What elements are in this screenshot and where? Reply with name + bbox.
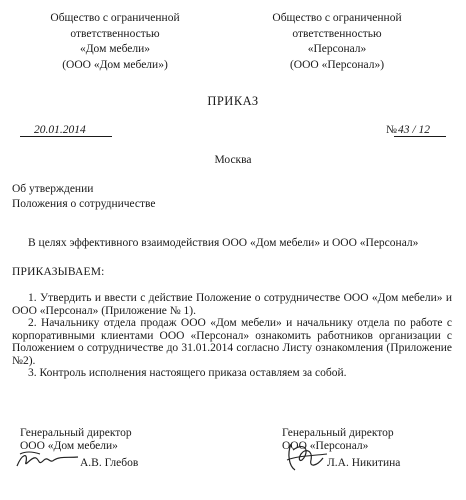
order-point-1: 1. Утвердить и ввести с действие Положение о сотрудничестве ООО «Дом мебели» и ООО «Персонал» (Приложение № 1). bbox=[12, 292, 452, 317]
order-points bbox=[12, 292, 452, 380]
org-left-name: «Дом мебели» bbox=[79, 43, 151, 55]
preamble: В целях эффективного взаимодействия ООО «Дом мебели» и ООО «Персонал» bbox=[28, 237, 419, 249]
subject-line-2: Положения о сотрудничестве bbox=[12, 198, 156, 210]
org-right-shortname: (ООО «Персонал») bbox=[289, 58, 385, 71]
document-date: 20.01.2014 bbox=[34, 124, 86, 136]
subject-line-1: Об утверждении bbox=[12, 183, 94, 195]
org-left-header bbox=[10, 11, 220, 73]
signature-left-position: Генеральный директор bbox=[20, 427, 132, 439]
signature-left-company: ООО «Дом мебели» bbox=[20, 440, 118, 452]
signature-right-position: Генеральный директор bbox=[282, 427, 394, 439]
order-point-2: 2. Начальнику отдела продаж ООО «Дом мебели» и начальнику отдела по работе с корпоративными клиентами ООО «Персонал» ознакомить работников организации с Положением о сотрудничестве до 31.01.2014 согласно Листу ознакомления (Приложение №2). bbox=[12, 317, 452, 367]
org-left-fullname: Общество с ограниченной ответственностью bbox=[50, 12, 180, 40]
document-city: Москва bbox=[214, 154, 252, 166]
signature-right-name: Л.А. Никитина bbox=[327, 457, 401, 469]
number-label: № bbox=[386, 124, 397, 136]
signature-right-company: ООО «Персонал» bbox=[282, 440, 369, 452]
order-heading: ПРИКАЗЫВАЕМ: bbox=[12, 266, 105, 278]
signature-left-handwriting bbox=[14, 448, 82, 472]
order-point-3: 3. Контроль исполнения настоящего приказа оставляем за собой. bbox=[28, 367, 347, 379]
org-right-header bbox=[232, 11, 442, 73]
signature-right-handwriting bbox=[283, 440, 331, 476]
number-underline bbox=[394, 136, 446, 137]
document-title: ПРИКАЗ bbox=[207, 94, 259, 108]
date-underline bbox=[20, 136, 112, 137]
document-number: 43 / 12 bbox=[398, 124, 430, 136]
org-left-shortname: (ООО «Дом мебели») bbox=[62, 58, 168, 71]
signature-left-name: А.В. Глебов bbox=[80, 457, 139, 469]
org-right-name: «Персонал» bbox=[307, 43, 367, 55]
org-right-fullname: Общество с ограниченной ответственностью bbox=[272, 12, 402, 40]
document-subject bbox=[12, 182, 156, 212]
